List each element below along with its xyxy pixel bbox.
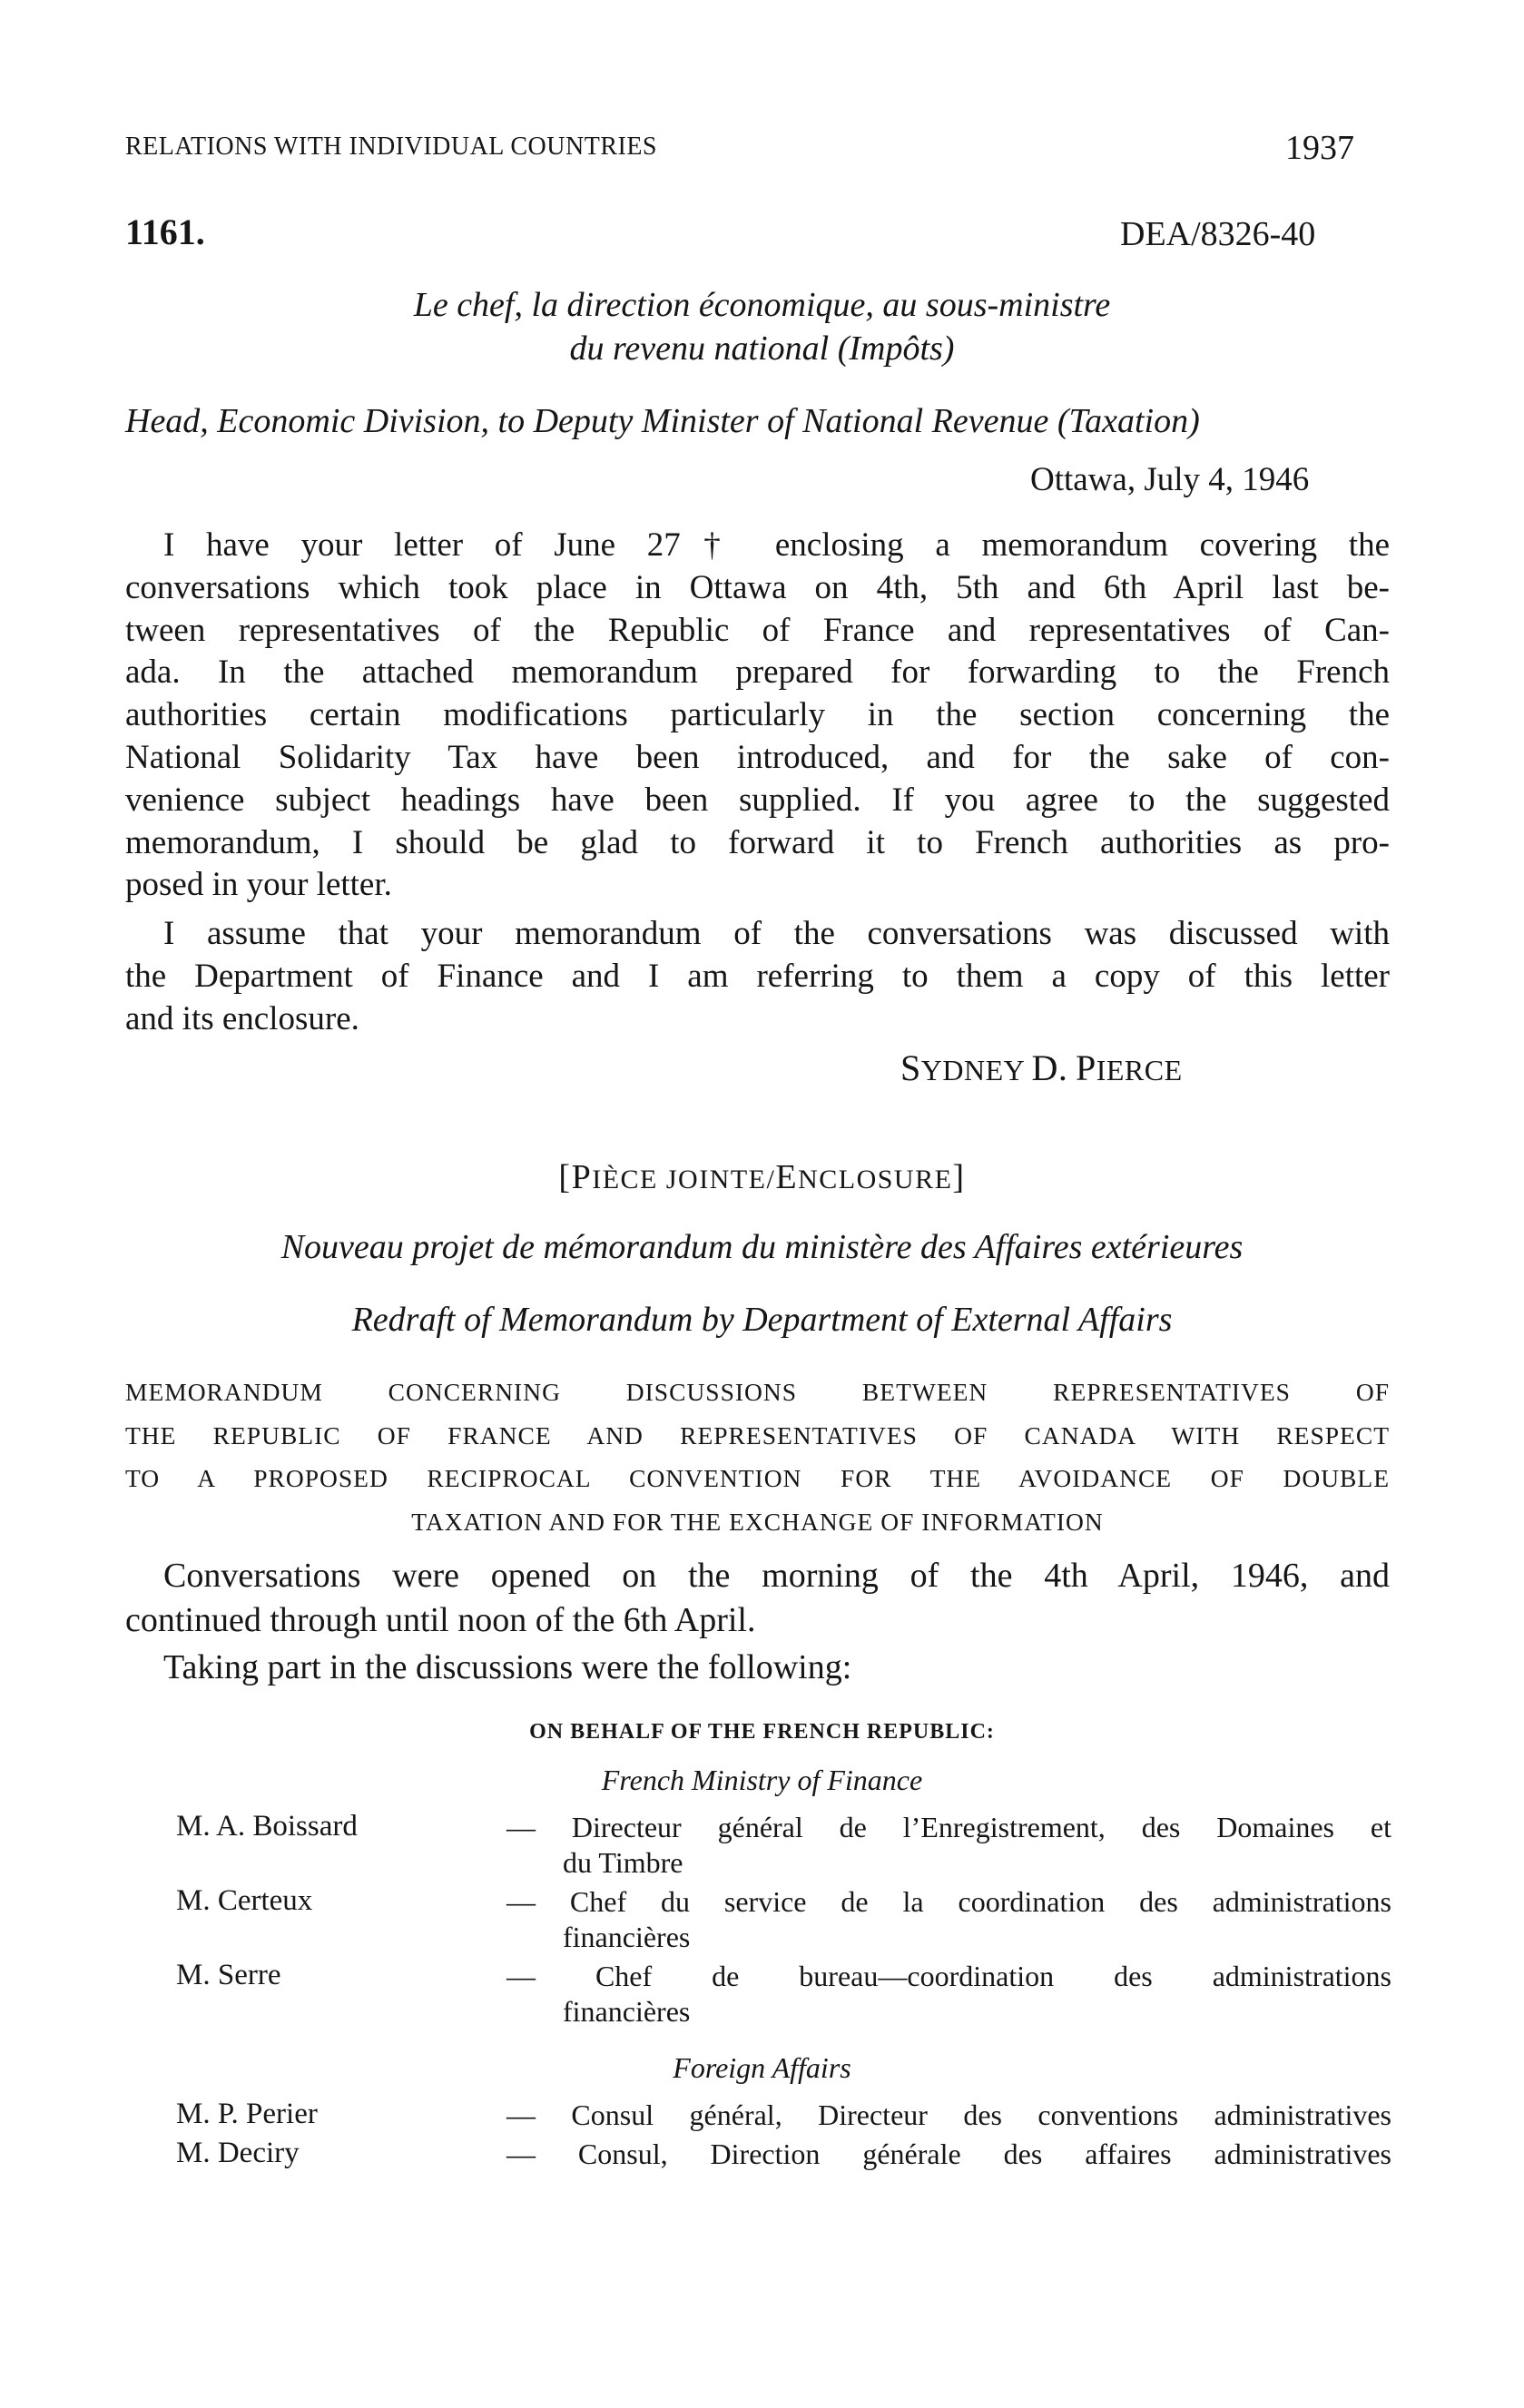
text-line: I have your letter of June 27† enclosing a memorandum covering the (163, 526, 1390, 564)
letter-paragraph-2 (125, 913, 1390, 1040)
text-line: I assume that your memorandum of the conversations was discussed with (163, 915, 1390, 952)
title-french-line-1: Le chef, la direction économique, au sous-ministre (413, 286, 1111, 324)
text-line: ada. In the attached memorandum prepared for forwarding to the French (125, 654, 1390, 692)
text-line: authorities certain modifications particularly in the section concerning the (125, 696, 1390, 734)
enclosure-title-french: Nouveau projet de mémorandum du ministère des Affaires extérieures (280, 1228, 1244, 1266)
page-number: 1937 (1285, 129, 1354, 167)
title-french-line-2: du revenu national (Impôts) (569, 329, 955, 368)
group-heading-finance: French Ministry of Finance (601, 1764, 923, 1796)
participant-name: M. Serre (176, 1959, 281, 1991)
participant-role: — Chef de bureau—coordination des administrations financières (506, 1960, 1391, 2028)
participant-name: M. A. Boissard (176, 1810, 358, 1843)
participant-name: M. Deciry (176, 2137, 300, 2169)
letter-paragraph-1 (125, 525, 1390, 907)
enclosure-label: [PIÈCE JOINTE/ENCLOSURE] (558, 1158, 966, 1196)
participant-role: — Directeur général de l’Enregistrement, des Domaines et du Timbre (506, 1811, 1391, 1879)
text-line: memorandum, I should be glad to forward it to French authorities as pro- (125, 823, 1390, 861)
memorandum-paragraph-2 (125, 1646, 1390, 1690)
text-line: conversations which took place in Ottawa on 4th, 5th and 6th April last be- (125, 568, 1390, 606)
text-line: and its enclosure. (125, 999, 359, 1037)
signature: SYDNEY D. PIERCE (900, 1047, 1183, 1088)
heading-line: THE REPUBLIC OF FRANCE AND REPRESENTATIVES OF CANADA WITH RESPECT (125, 1420, 1390, 1450)
dateline: Ottawa, July 4, 1946 (1030, 461, 1310, 498)
title-english: Head, Economic Division, to Deputy Minister of National Revenue (Taxation) (125, 402, 1200, 440)
participant-role: — Chef du service de la coordination des administrations financières (506, 1885, 1391, 1953)
participant-name: M. Certeux (176, 1884, 313, 1917)
text-line: continued through until noon of the 6th April. (125, 1601, 756, 1639)
text-line: posed in your letter. (125, 866, 392, 904)
heading-line: MEMORANDUM CONCERNING DISCUSSIONS BETWEEN REPRESENTATIVES OF (125, 1378, 1390, 1406)
document-number: 1161. (125, 211, 205, 252)
text-line: National Solidarity Tax have been introduced, and for the sake of con- (125, 738, 1390, 776)
memorandum-paragraph-1 (125, 1554, 1390, 1643)
heading-line: TAXATION AND FOR THE EXCHANGE OF INFORMATION (411, 1507, 1104, 1536)
enclosure-title-english: Redraft of Memorandum by Department of External Affairs (351, 1301, 1173, 1339)
delegation-heading: ON BEHALF OF THE FRENCH REPUBLIC: (529, 1720, 995, 1744)
group-heading-foreign-affairs: Foreign Affairs (673, 2051, 851, 2084)
heading-line: TO A PROPOSED RECIPROCAL CONVENTION FOR THE AVOIDANCE OF DOUBLE (125, 1464, 1390, 1492)
memorandum-heading (125, 1371, 1390, 1543)
text-line: venience subject headings have been supplied. If you agree to the suggested (125, 781, 1390, 819)
text-line: the Department of Finance and I am referring to them a copy of this letter (125, 957, 1390, 995)
text-line: tween representatives of the Republic of France and representatives of Can- (125, 611, 1390, 649)
text-line: Conversations were opened on the morning of the 4th April, 1946, and (163, 1557, 1390, 1595)
running-head: RELATIONS WITH INDIVIDUAL COUNTRIES (125, 133, 657, 161)
text-line: Taking part in the discussions were the following: (163, 1648, 852, 1686)
participant-role: — Consul général, Directeur des conventions administratives (506, 2098, 1391, 2131)
participant-role: — Consul, Direction générale des affaires administratives (506, 2138, 1391, 2170)
document-reference: DEA/8326-40 (1120, 215, 1316, 253)
participant-name: M. P. Perier (176, 2098, 318, 2130)
